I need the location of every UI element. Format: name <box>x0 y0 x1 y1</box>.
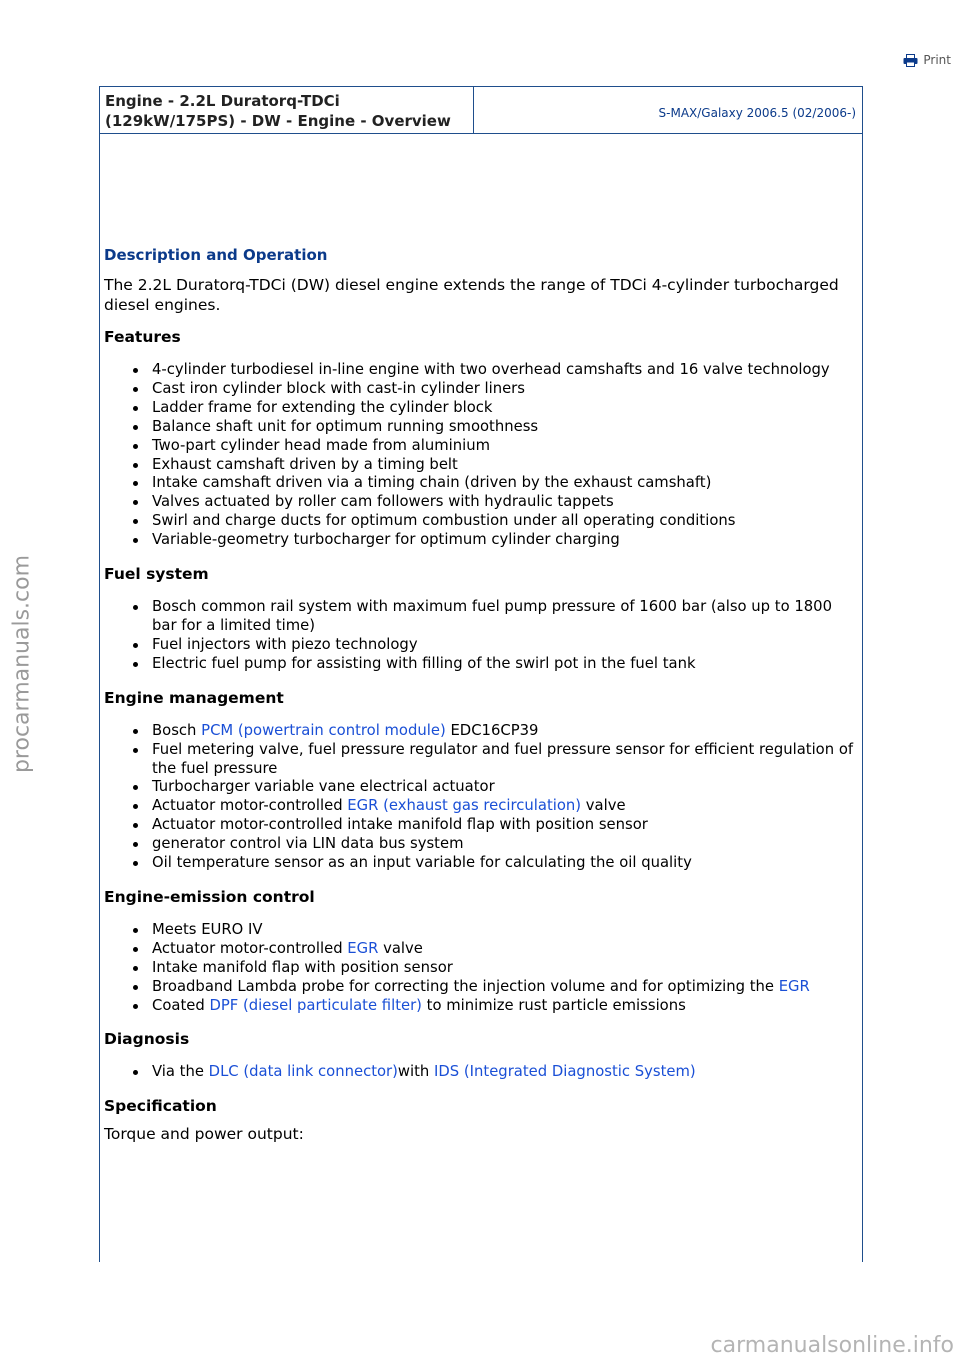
list-item <box>104 978 854 997</box>
list-item: Fuel injectors with piezo technology <box>104 636 854 655</box>
header-title-line2: (129kW/175PS) - DW - Engine - Overview <box>105 112 451 130</box>
model-label: S-MAX/Galaxy 2006.5 (02/2006-) <box>658 106 856 120</box>
dpf-link[interactable]: DPF (diesel particulate filter) <box>209 996 422 1014</box>
item-text: Via the <box>152 1063 209 1081</box>
footer-watermark: carmanualsonline.info <box>710 1333 954 1358</box>
item-text: valve <box>581 797 626 815</box>
header-title-line1: Engine - 2.2L Duratorq-TDCi <box>105 92 340 110</box>
intro-paragraph: The 2.2L Duratorq-TDCi (DW) diesel engine extends the range of TDCi 4-cylinder turbocharged diesel engines. <box>104 276 839 314</box>
item-text: valve <box>378 939 423 957</box>
list-item: 4-cylinder turbodiesel in-line engine with two overhead camshafts and 16 valve technology <box>104 361 854 380</box>
specification-heading: Specification <box>104 1097 217 1116</box>
list-item: Balance shaft unit for optimum running smoothness <box>104 418 854 437</box>
list-item: Intake camshaft driven via a timing chain (driven by the exhaust camshaft) <box>104 474 854 493</box>
list-item <box>104 997 854 1016</box>
list-item: generator control via LIN data bus system <box>104 835 854 854</box>
features-heading: Features <box>104 328 181 346</box>
list-item <box>104 940 854 959</box>
item-text: Coated <box>152 996 210 1014</box>
list-item: Meets EURO IV <box>104 921 854 940</box>
item-text: Actuator motor-controlled <box>152 939 348 957</box>
diagnosis-heading: Diagnosis <box>104 1030 190 1049</box>
list-item: Swirl and charge ducts for optimum combustion under all operating conditions <box>104 512 854 531</box>
print-button[interactable] <box>903 53 951 67</box>
list-item: Fuel metering valve, fuel pressure regulator and fuel pressure sensor for efficient regulation of the fuel pressure <box>104 741 854 779</box>
dlc-link[interactable]: DLC (data link connector) <box>208 1063 398 1081</box>
diagnosis-list <box>104 1063 854 1082</box>
list-item: Turbocharger variable vane electrical actuator <box>104 778 854 797</box>
list-item: Cast iron cylinder block with cast-in cylinder liners <box>104 380 854 399</box>
specification-text: Torque and power output: <box>104 1125 304 1144</box>
fuel-heading: Fuel system <box>104 565 209 584</box>
printer-icon <box>903 54 918 67</box>
emission-list <box>104 921 854 1016</box>
header <box>100 87 862 134</box>
header-title <box>100 87 474 133</box>
item-text: EDC16CP39 <box>445 721 539 739</box>
list-item: Electric fuel pump for assisting with filling of the swirl pot in the fuel tank <box>104 655 854 674</box>
item-text: to minimize rust particle emissions <box>421 996 686 1014</box>
list-item: Valves actuated by roller cam followers with hydraulic tappets <box>104 493 854 512</box>
item-text: Bosch <box>152 721 202 739</box>
management-heading: Engine management <box>104 688 284 707</box>
list-item: Two-part cylinder head made from aluminium <box>104 437 854 456</box>
list-item: Ladder frame for extending the cylinder block <box>104 399 854 418</box>
item-text: with <box>397 1063 435 1081</box>
emission-heading: Engine-emission control <box>104 887 315 906</box>
list-item: Exhaust camshaft driven by a timing belt <box>104 456 854 475</box>
content <box>104 246 854 1145</box>
egr-link[interactable]: EGR (exhaust gas recirculation) <box>347 797 582 815</box>
side-watermark: procarmanuals.com <box>9 554 35 774</box>
list-item: Actuator motor-controlled intake manifold flap with position sensor <box>104 816 854 835</box>
list-item: Oil temperature sensor as an input variable for calculating the oil quality <box>104 854 854 873</box>
section-title: Description and Operation <box>104 246 328 264</box>
features-list <box>104 361 854 550</box>
ids-link[interactable]: IDS (Integrated Diagnostic System) <box>434 1063 696 1081</box>
list-item: Bosch common rail system with maximum fuel pump pressure of 1600 bar (also up to 1800 bar for a limited time) <box>104 598 854 636</box>
egr-link[interactable]: EGR <box>778 977 810 995</box>
list-item <box>104 1063 854 1082</box>
fuel-list <box>104 598 854 674</box>
item-text: Actuator motor-controlled <box>152 797 348 815</box>
list-item <box>104 797 854 816</box>
item-text: Broadband Lambda probe for correcting the injection volume and for optimizing the <box>152 977 779 995</box>
list-item: Intake manifold flap with position sensor <box>104 959 854 978</box>
list-item: Variable-geometry turbocharger for optimum cylinder charging <box>104 531 854 550</box>
pcm-link[interactable]: PCM (powertrain control module) <box>201 721 446 739</box>
egr-link[interactable]: EGR <box>347 939 379 957</box>
management-list <box>104 722 854 873</box>
print-label: Print <box>923 53 951 67</box>
list-item <box>104 722 854 741</box>
